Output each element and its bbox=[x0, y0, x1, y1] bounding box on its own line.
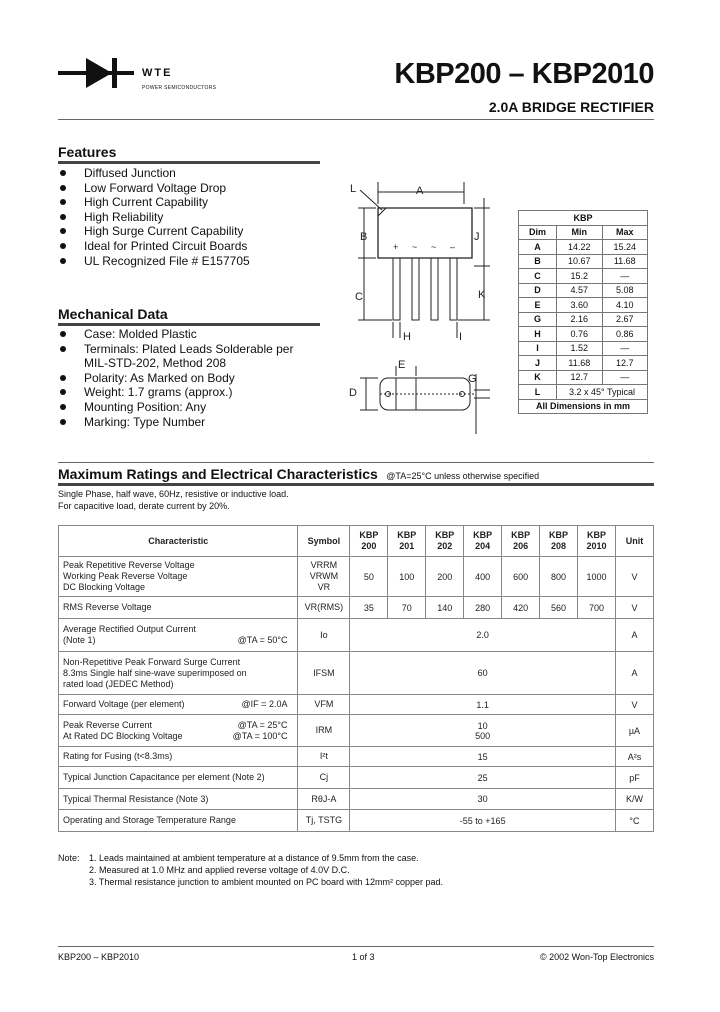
table-row: Operating and Storage Temperature Range Tj, TSTG -55 to +165 °C bbox=[59, 810, 654, 832]
col-header-part: KBP 204 bbox=[464, 526, 502, 557]
list-item: Polarity: As Marked on Body bbox=[58, 371, 293, 386]
col-header-unit: Unit bbox=[615, 526, 653, 557]
col-header-part: KBP 201 bbox=[388, 526, 426, 557]
list-item: High Reliability bbox=[58, 210, 250, 225]
table-row: A 14.22 15.24 bbox=[519, 240, 648, 255]
ratings-top-rule bbox=[58, 462, 654, 463]
dim-label-c: C bbox=[355, 291, 363, 303]
col-header-part: KBP 200 bbox=[350, 526, 388, 557]
col-header-part: KBP 2010 bbox=[578, 526, 616, 557]
dim-footer: All Dimensions in mm bbox=[519, 399, 648, 414]
ratings-note-line: For capacitive load, derate current by 20%. bbox=[58, 501, 230, 511]
table-row: G 2.16 2.67 bbox=[519, 312, 648, 327]
pin-mark: ~ bbox=[412, 242, 418, 252]
dim-label-e: E bbox=[398, 359, 406, 371]
list-item: Diffused Junction bbox=[58, 166, 250, 181]
list-item: MIL-STD-202, Method 208 bbox=[84, 356, 227, 371]
table-row: Rating for Fusing (t<8.3ms) I²t 15 A²s bbox=[59, 747, 654, 767]
lead bbox=[393, 258, 400, 320]
list-item: Case: Molded Plastic bbox=[58, 327, 293, 342]
dim-col-header: Dim bbox=[519, 225, 557, 240]
list-item: UL Recognized File # E157705 bbox=[58, 254, 250, 269]
dim-label-d: D bbox=[349, 387, 357, 399]
list-item: Marking: Type Number bbox=[58, 415, 293, 430]
dim-label-l: L bbox=[350, 183, 357, 195]
table-row: L 3.2 x 45° Typical bbox=[519, 385, 648, 400]
table-row: Average Rectified Output Current (Note 1) @TA = 50°C Io 2.0 A bbox=[59, 619, 654, 652]
note-item: 3. Thermal resistance junction to ambient mounted on PC board with 12mm² copper pad. bbox=[89, 877, 444, 887]
dim-label-k: K bbox=[478, 289, 486, 301]
table-row: Peak Reverse Current @TA = 25°C At Rated DC Blocking Voltage @TA = 100°C IRM 10 500 µA bbox=[59, 715, 654, 747]
table-row: RMS Reverse Voltage VR(RMS) 35 70 140 280 420 560 700 V bbox=[59, 597, 654, 619]
table-row: J 11.68 12.7 bbox=[519, 356, 648, 371]
lead bbox=[431, 258, 438, 320]
dim-label-i: I bbox=[459, 331, 463, 343]
list-item: High Surge Current Capability bbox=[58, 224, 250, 239]
notes-prefix: Note: bbox=[58, 853, 80, 863]
table-row: H 0.76 0.86 bbox=[519, 327, 648, 342]
ratings-rule bbox=[58, 483, 654, 486]
list-item: Low Forward Voltage Drop bbox=[58, 181, 250, 196]
pin-mark: + bbox=[393, 242, 399, 252]
ratings-table bbox=[58, 525, 654, 832]
ratings-note-line: Single Phase, half wave, 60Hz, resistive or inductive load. bbox=[58, 489, 289, 499]
lead bbox=[412, 258, 419, 320]
diode-logo-icon bbox=[58, 56, 134, 90]
pin-mark: ~ bbox=[431, 242, 437, 252]
footer-copyright: © 2002 Won-Top Electronics bbox=[539, 952, 654, 962]
footer-rule bbox=[58, 946, 654, 947]
list-item: High Current Capability bbox=[58, 195, 250, 210]
features-heading: Features bbox=[58, 144, 117, 160]
note-item: 2. Measured at 1.0 MHz and applied reverse voltage of 4.0V D.C. bbox=[89, 865, 350, 875]
dim-label-h: H bbox=[403, 331, 411, 343]
col-header-characteristic: Characteristic bbox=[59, 526, 298, 557]
ratings-heading-row bbox=[58, 466, 539, 484]
header-divider bbox=[58, 119, 654, 120]
list-item: Mounting Position: Any bbox=[58, 400, 293, 415]
list-item: Weight: 1.7 grams (approx.) bbox=[58, 385, 293, 400]
dim-col-header: Max bbox=[602, 225, 647, 240]
table-row: K 12.7 — bbox=[519, 370, 648, 385]
table-row: Forward Voltage (per element) @IF = 2.0A VFM 1.1 V bbox=[59, 695, 654, 715]
company-logo bbox=[58, 56, 217, 96]
lead bbox=[450, 258, 457, 320]
table-row: E 3.60 4.10 bbox=[519, 298, 648, 313]
col-header-part: KBP 202 bbox=[426, 526, 464, 557]
dim-label-g: G bbox=[468, 373, 477, 385]
page-subtitle: 2.0A BRIDGE RECTIFIER bbox=[488, 99, 654, 115]
mechanical-heading: Mechanical Data bbox=[58, 306, 168, 322]
col-header-part: KBP 208 bbox=[540, 526, 578, 557]
dim-package-header: KBP bbox=[519, 211, 648, 226]
ratings-heading-condition: @TA=25°C unless otherwise specified bbox=[386, 471, 540, 481]
table-row: I 1.52 — bbox=[519, 341, 648, 356]
mechanical-list bbox=[58, 327, 293, 429]
footer-page-number: 1 of 3 bbox=[352, 952, 375, 962]
table-row: C 15.2 — bbox=[519, 269, 648, 284]
logo-text: WTE bbox=[142, 67, 173, 79]
dimensions-table bbox=[518, 210, 648, 414]
table-row: Typical Junction Capacitance per element (Note 2) Cj 25 pF bbox=[59, 767, 654, 789]
table-row: Typical Thermal Resistance (Note 3) RθJ-A 30 K/W bbox=[59, 789, 654, 810]
list-item: Terminals: Plated Leads Solderable per bbox=[58, 342, 293, 357]
dim-label-b: B bbox=[360, 231, 368, 243]
dim-col-header: Min bbox=[557, 225, 602, 240]
package-outline-drawing bbox=[340, 178, 500, 438]
table-row: Non-Repetitive Peak Forward Surge Current 8.3ms Single half sine-wave superimposed on rated load (JEDEC Method) IFSM 60 A bbox=[59, 652, 654, 695]
footer-part-range: KBP200 – KBP2010 bbox=[58, 952, 140, 962]
table-row: Peak Repetitive Reverse Voltage Working Peak Reverse Voltage DC Blocking Voltage VRRM VRWM VR 50 100 200 400 600 800 1000 V bbox=[59, 557, 654, 597]
dim-label-j: J bbox=[474, 231, 480, 243]
features-list bbox=[58, 166, 250, 268]
logo-tagline: POWER SEMICONDUCTORS bbox=[142, 85, 217, 91]
mechanical-rule bbox=[58, 323, 320, 326]
col-header-part: KBP 206 bbox=[502, 526, 540, 557]
table-row: B 10.67 11.68 bbox=[519, 254, 648, 269]
page-title: KBP200 – KBP2010 bbox=[394, 58, 654, 90]
col-header-symbol: Symbol bbox=[298, 526, 350, 557]
table-row: D 4.57 5.08 bbox=[519, 283, 648, 298]
note-item: 1. Leads maintained at ambient temperature at a distance of 9.5mm from the case. bbox=[89, 853, 419, 863]
features-rule bbox=[58, 161, 320, 164]
list-item: Ideal for Printed Circuit Boards bbox=[58, 239, 250, 254]
dim-label-a: A bbox=[416, 185, 424, 197]
ratings-heading: Maximum Ratings and Electrical Characteristics bbox=[58, 466, 378, 482]
pin-mark: – bbox=[450, 242, 456, 252]
